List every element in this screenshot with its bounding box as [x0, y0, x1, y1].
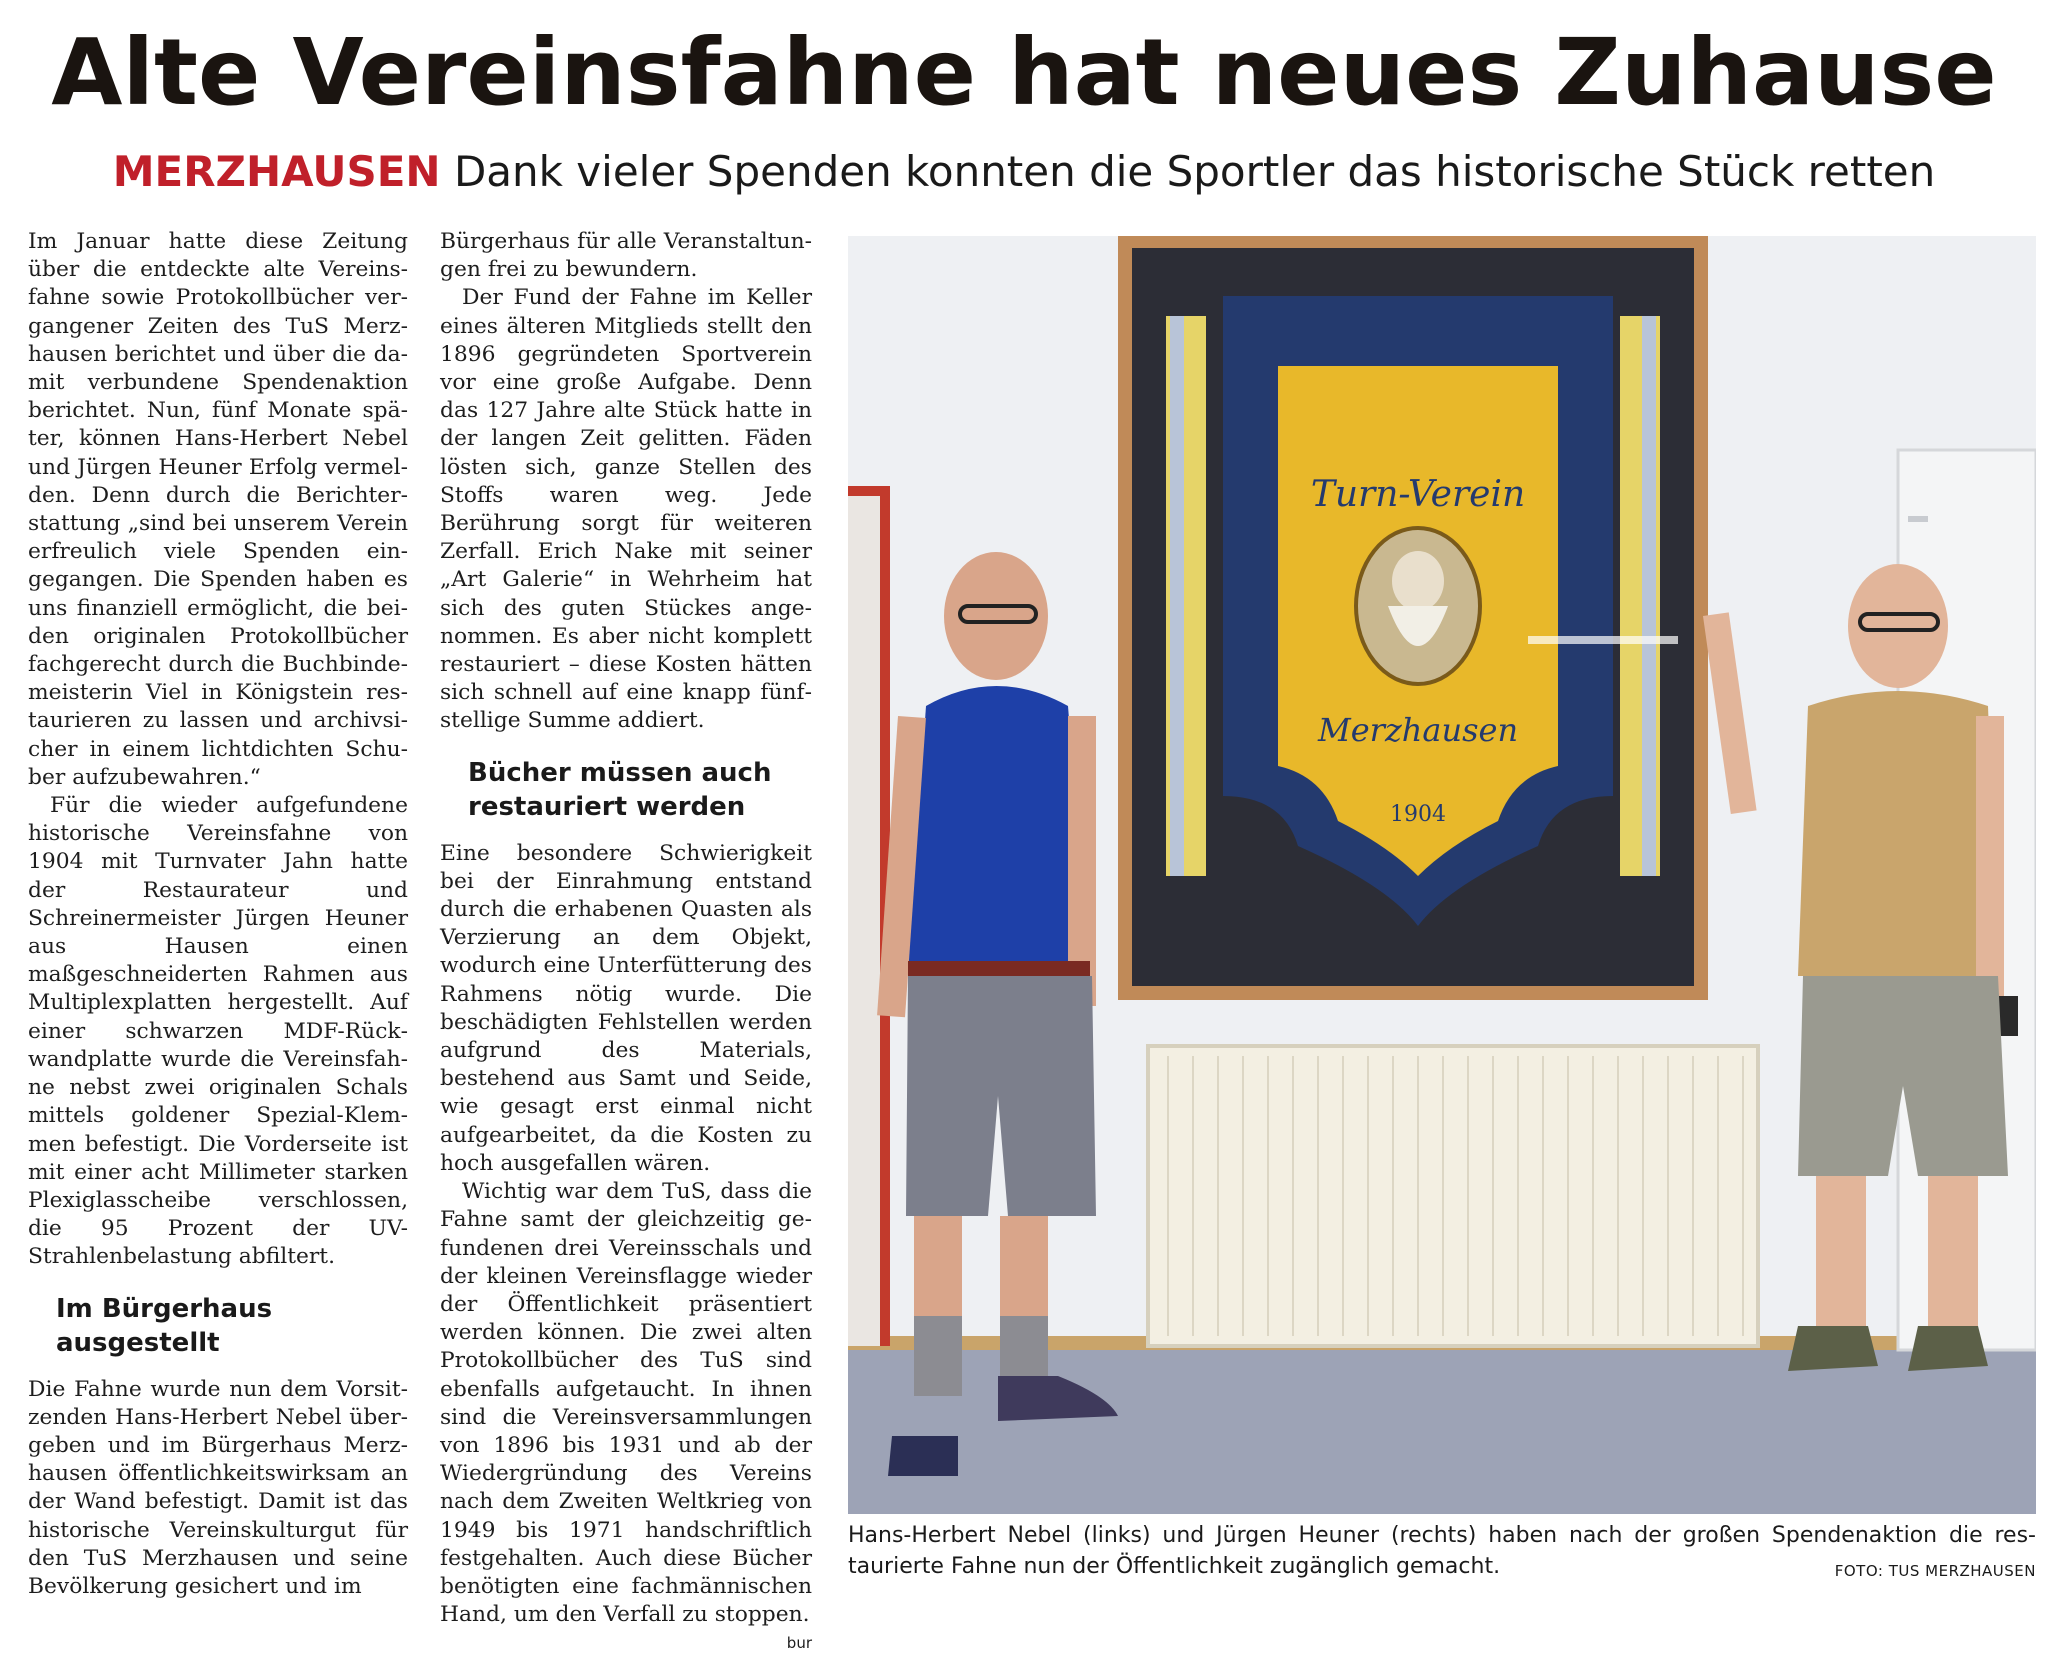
- paragraph: Für die wieder aufgefundene historische Vereinsfahne von 1904 mit Turnvater Jahn hatte der Restaurateur und Schreinermeister Jürgen Heuner aus Hausen einen maßgeschneiderten Rahmen aus Multiplexplatten hergestellt. Auf einer schwarzen MDF-Rückwandplatte wurde die Vereinsfahne nebst zwei originalen Schals mittels goldener Spezial-Klemmen befestigt. Die Vorderseite ist mit einer acht Millimeter starken Plexiglasscheibe verschlossen, die 95 Prozent der UV-Strahlenbelastung abfiltert.: [28, 793, 408, 1270]
- paragraph: Bürgerhaus für alle Veranstaltungen frei zu bewundern.: [440, 229, 812, 283]
- paragraph: Die Fahne wurde nun dem Vorsitzenden Hans-Herbert Nebel übergeben und im Bürgerhaus Merzhausen öffentlichkeitswirksam an der Wand befestigt. Damit ist das historische Vereinskulturgut für den TuS Merzhausen und seine Bevölkerung gesichert und im: [28, 1376, 408, 1599]
- byline: bur: [786, 1634, 812, 1653]
- subheading: Im Bürgerhaus ausgestellt: [56, 1293, 273, 1358]
- banner-text-bottom: Merzhausen: [1317, 711, 1519, 749]
- subheadline-line: [0, 140, 2048, 204]
- radiator: [1148, 1046, 1758, 1346]
- photo-caption: Hans-Herbert Nebel (links) und Jürgen Heuner (rechts) haben nach der großen Spendenaktion die restaurierte Fahne nun der Öffentlichkeit zugänglich gemacht.: [848, 1523, 2036, 1579]
- subheading: Bücher müssen auch restauriert werden: [468, 757, 772, 822]
- paragraph: Der Fund der Fahne im Keller eines älteren Mitglieds stellt den 1896 gegründeten Sportverein vor eine große Aufgabe. Denn das 127 Jahre alte Stück hatte in der langen Zeit gelitten. Fäden lösten sich, ganze Stellen des Stoffs waren weg. Jede Berührung sorgt für weiteren Zerfall. Erich Nake mit seiner „Art Galerie“ in Wehrheim hat sich des guten Stückes angenommen. Es aber nicht komplett restauriert – diese Kosten hätten sich schnell auf eine knapp fünfstellige Summe addiert.: [440, 285, 812, 734]
- text-column-1: [28, 228, 408, 1601]
- photo-illustration: [848, 236, 2036, 1514]
- article-photo: [848, 236, 2036, 1514]
- text-column-2: [440, 228, 812, 1657]
- banner-text-top: Turn-Verein: [1310, 474, 1526, 515]
- location-kicker: MERZHAUSEN: [112, 147, 441, 196]
- paragraph: Eine besondere Schwierigkeit bei der Einrahmung entstand durch die erhabenen Quasten als Verzierung an dem Objekt, wodurch eine Unterfütterung des Rahmens nötig wurde. Die beschädigten Fehlstellen werden aufgrund des Materials, bestehend aus Samt und Seide, wie gesagt erst einmal nicht aufgearbeitet, da die Kosten zu hoch ausgefallen wären.: [440, 840, 812, 1176]
- paragraph: [440, 1178, 812, 1653]
- headline: Alte Vereinsfahne hat neues Zuhause: [51, 19, 1997, 126]
- photo-credit: FOTO: TUS MERZHAUSEN: [1834, 1562, 2036, 1580]
- banner-year: 1904: [1390, 802, 1446, 827]
- paragraph: Im Januar hatte diese Zeitung über die entdeckte alte Vereinsfahne sowie Protokollbücher vergangener Zeiten des TuS Merzhausen berichtet und über die damit verbundene Spendenaktion berichtet. Nun, fünf Monate später, können Hans-Herbert Nebel und Jürgen Heuner Erfolg vermelden. Denn durch die Berichterstattung „sind bei unserem Verein erfreulich viele Spenden eingegangen. Die Spenden haben es uns finanziell ermöglicht, die beiden originalen Protokollbücher fachgerecht durch die Buchbindemeisterin Viel in Königstein restaurieren zu lassen und archivsicher in einem lichtdichten Schuber aufzubewahren.“: [28, 229, 408, 790]
- subheadline: Dank vieler Spenden konnten die Sportler das historische Stück retten: [453, 147, 1936, 196]
- paragraph-text: Wichtig war dem TuS, dass die Fahne samt der gleichzeitig gefundenen drei Vereinsschals und der kleinen Vereinsflagge wieder der Öffentlichkeit präsentiert werden können. Die zwei alten Protokollbücher des TuS sind ebenfalls aufgetaucht. In ihnen sind die Vereinsversammlungen von 1896 bis 1931 und ab der Wiedergründung des Vereins nach dem Zweiten Weltkrieg von 1949 bis 1971 handschriftlich festgehalten. Auch diese Bücher benötigten eine fachmännischen Hand, um den Verfall zu stoppen.: [440, 1179, 812, 1628]
